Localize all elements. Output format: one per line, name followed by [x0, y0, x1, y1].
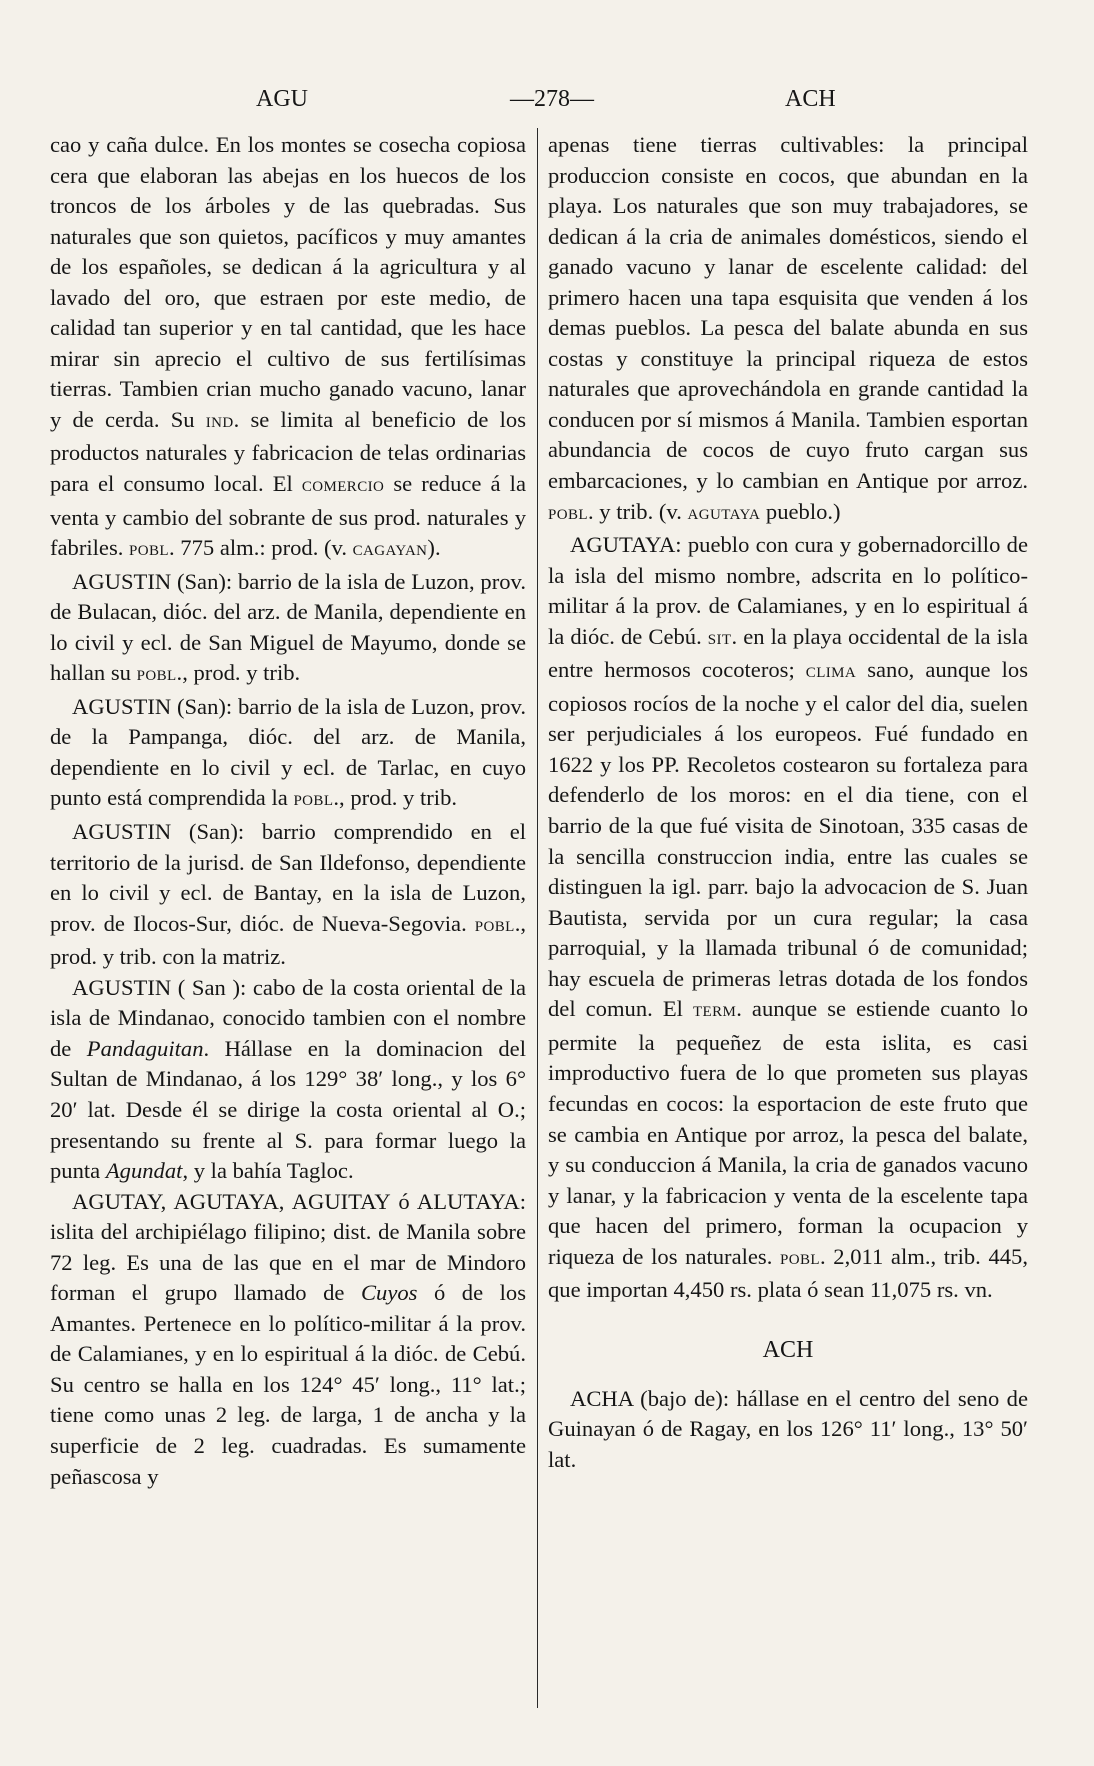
header-right-guideword: ACH — [785, 86, 836, 112]
text-run: cao y caña dulce. En los montes se cosecha copiosa cera que elaboran las abejas en los huecos de los troncos de los árboles y de las quebradas. Sus naturales que son quietos, pacíficos y muy amantes de los españoles, se dedican á la agricultura y al lavado del oro, que estraen por este medio, de calidad tan superior y en tal cantidad, que les hace mirar sin aprecio el cultivo de sus fertilísimas tierras. Tambien crian mucho ganado vacuno, lanar y de cerda. Su — [50, 132, 526, 432]
small-caps-abbreviation: POBL — [136, 668, 177, 685]
text-run: . se limita al beneficio de los productos naturales y fabricacion de telas ordinarias para el consumo local. El — [50, 406, 526, 497]
small-caps-abbreviation: SIT — [707, 631, 732, 648]
header-left-guideword: AGU — [256, 86, 308, 112]
small-caps-abbreviation: CLIMA — [805, 665, 857, 682]
small-caps-abbreviation: AGUTAYA — [687, 506, 761, 523]
text-run: AGUSTIN ( San ): cabo de la costa oriental de la isla de Mindanao, conocido tambien con el nombre de — [50, 974, 526, 1061]
left-column — [50, 130, 526, 1492]
text-run: AGUTAYA: pueblo con cura y gobernadorcillo de la isla del mismo nombre, adscrita en lo político-militar á la prov. de Calamianes, y en lo espiritual á la dióc. de Cebú. — [548, 532, 1028, 649]
small-caps-abbreviation: POBL — [780, 1251, 820, 1268]
small-caps-abbreviation: POBL — [548, 506, 588, 523]
column-divider — [537, 128, 538, 1708]
text-run: . en la playa occidental de la isla entre hermosos cocoteros; — [548, 623, 1028, 683]
text-run: pueblo.) — [760, 498, 841, 524]
text-run: . 775 alm.: prod. (v. — [169, 535, 353, 561]
text-run: ., prod. y trib. — [176, 660, 301, 686]
entry-continuation — [50, 130, 526, 567]
text-run: . aunque se estiende cuanto lo permite la pequeñez de esta islita, es casi improductivo fuera de lo que prometen sus playas fecundas en cocos: la esportacion de este fruto que se cambia en Antique por arroz, la pesca del balate, y su conduccion á Manila, la cria de ganados vacuno y lanar, y la fabricacion y venta de la escelente tapa que hacen del primero, forman la ocupacion y riqueza de los naturales. — [548, 996, 1028, 1269]
entry-agutaya-pueblo — [548, 530, 1028, 1306]
text-run: AGUTAY, AGUTAYA, AGUITAY ó ALUTAYA: islita del archipiélago filipino; dist. de Manila sobre 72 leg. Es una de las que en el mar de Mindoro forman el grupo llamado de — [50, 1188, 526, 1306]
text-run: ó de los Amantes. Pertenece en lo político-militar á la prov. de Calamianes, y en lo espiritual á la dióc. de Cebú. Su centro se halla en los 124° 45′ long., 11° lat.; tiene como unas 2 leg. de larga, 1 de ancha y la superficie de 2 leg. cuadradas. Es sumamente peñascosa y — [50, 1280, 527, 1489]
text-run: apenas tiene tierras cultivables: la principal produccion consiste en cocos, que abundan en la playa. Los naturales que son muy trabajadores, se dedican á la cria de animales domésticos, siendo el ganado vacuno y lanar de escelente calidad: del primero hacen una tapa esquisita que venden á los demas pueblos. La pesca del balate abunda en sus costas y constituye la principal riqueza de estos naturales que aprovechándola en grande cantidad la conducen por sí mismos á Manila. Tambien esportan abundancia de cocos de cuyo fruto cargan sus embarcaciones, y lo cambian en Antique por arroz. — [548, 132, 1028, 494]
small-caps-abbreviation: COMERCIO — [301, 479, 385, 496]
section-heading: ACH — [762, 1336, 814, 1363]
text-run: ., prod. y trib. — [333, 785, 458, 811]
entry-agustin-mindanao — [50, 973, 526, 1187]
entry-agustin-ilocos-sur — [50, 817, 526, 973]
text-run: AGUSTIN (San): barrio de la isla de Luzon, prov. de la Pampanga, dióc. del arz. de Manila, dependiente en lo civil y ecl. de Tarlac, en cuyo punto está comprendida la — [50, 693, 526, 811]
small-caps-abbreviation: IND — [205, 414, 234, 431]
text-run: se reduce á la venta y cambio del sobrante de sus prod. naturales y fabriles. — [50, 471, 526, 561]
text-run: , y la bahía Tagloc. — [182, 1158, 354, 1184]
entry-continuation — [548, 130, 1028, 530]
text-run: sano, aunque los copiosos rocíos de la noche y el calor del dia, suelen ser perjudiciales á los europeos. Fué fundado en 1622 y los PP. Recoletos costearon su fortaleza para defenderlo de los moros: en el dia tiene, con el barrio de la que fué visita de Sinotoan, 335 casas de la sencilla construccion india, entre las cuales se distinguen la igl. parr. bajo la advocacion de S. Juan Bautista, servida por un cura regular; la casa parroquial, y la llamada tribunal ó de comunidad; hay escuela de primeras letras dotada de los fondos del comun. El — [548, 657, 1028, 1022]
small-caps-abbreviation: TERM — [692, 1004, 737, 1021]
entry-agustin-bulacan — [50, 567, 526, 692]
text-run: . y trib. (v. — [587, 498, 688, 524]
italic-place-name: Pandaguitan — [86, 1035, 204, 1061]
entry-agutay — [50, 1187, 526, 1492]
text-run: AGUSTIN (San): barrio comprendido en el territorio de la jurisd. de San Ildefonso, dependiente en lo civil y ecl. de Bantay, en la isla de Luzon, prov. de Ilocos-Sur, dióc. de Nueva-Segovia. — [50, 819, 526, 936]
running-header — [50, 86, 1030, 120]
small-caps-abbreviation: POBL — [129, 543, 169, 560]
text-run: . Hállase en la dominacion del Sultan de Mindanao, á los 129° 38′ long., y los 6° 20′ lat. Desde él se dirige la costa oriental al O.; presentando su frente al S. para formar luego la punta — [50, 1035, 526, 1184]
entry-agustin-pampanga — [50, 692, 526, 817]
text-run: ., prod. y trib. con la matriz. — [50, 910, 526, 970]
right-column — [548, 130, 1028, 1475]
small-caps-abbreviation: CAGAYAN — [352, 543, 428, 560]
italic-place-name: Agundat — [105, 1158, 183, 1184]
entry-acha: ACHA (bajo de): hállase en el centro del seno de Guinayan ó de Ragay, en los 126° 11′ long., 13° 50′ lat. — [548, 1385, 1028, 1472]
text-run: . 2,011 alm., trib. 445, que importan 4,450 rs. plata ó sean 11,075 rs. vn. — [548, 1243, 1028, 1303]
small-caps-abbreviation: POBL — [474, 918, 515, 935]
small-caps-abbreviation: POBL — [293, 793, 334, 810]
text-run: ). — [427, 535, 441, 561]
text-run: AGUSTIN (San): barrio de la isla de Luzon, prov. de Bulacan, dióc. del arz. de Manila, dependiente en lo civil y ecl. de San Miguel de Mayumo, donde se hallan su — [50, 568, 526, 686]
italic-place-name: Cuyos — [360, 1280, 418, 1306]
page-number: —278— — [510, 86, 594, 112]
